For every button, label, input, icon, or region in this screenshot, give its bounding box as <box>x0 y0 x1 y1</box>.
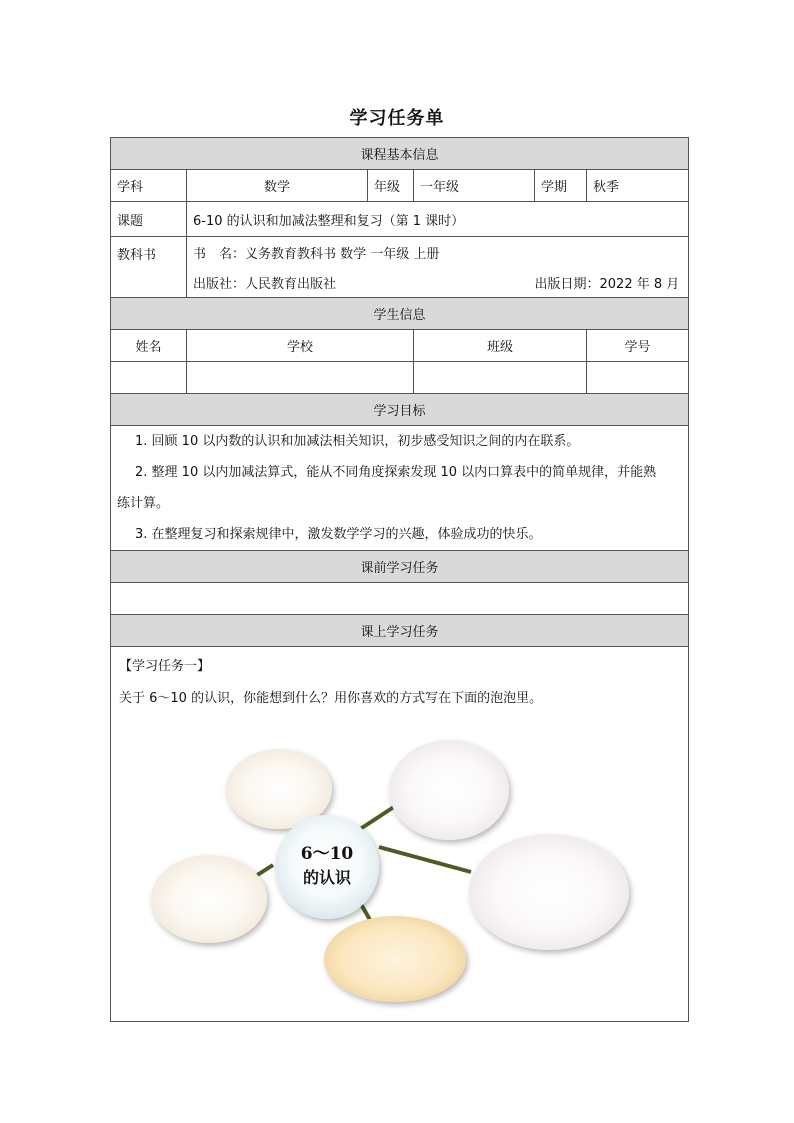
course-row-subject <box>111 170 689 202</box>
publisher: 出版社：人民教育出版社 <box>187 267 535 298</box>
pre-task-area[interactable] <box>111 583 689 615</box>
student-id-field[interactable] <box>587 362 689 394</box>
student-class-header: 班级 <box>414 330 587 362</box>
subject-label: 学科 <box>111 170 187 202</box>
class-task-row <box>111 647 689 1022</box>
class-task-area <box>111 647 689 1022</box>
grade-label: 年级 <box>368 170 414 202</box>
grade-value: 一年级 <box>414 170 535 202</box>
student-class-field[interactable] <box>414 362 587 394</box>
publish-date: 出版日期：2022 年 8 月 <box>535 267 689 298</box>
goals-row <box>111 426 689 551</box>
task-heading: 【学习任务一】 <box>119 659 211 674</box>
student-header-row <box>111 330 689 362</box>
section-pre-task <box>111 551 689 583</box>
section-student-info <box>111 298 689 330</box>
subject-value: 数学 <box>187 170 368 202</box>
bubble-top-right[interactable] <box>389 740 509 840</box>
student-input-row <box>111 362 689 394</box>
bubble-left[interactable] <box>151 855 267 943</box>
section-title: 课程基本信息 <box>111 138 689 170</box>
task-question: 关于 6～10 的认识，你能想到什么？用你喜欢的方式写在下面的泡泡里。 <box>119 691 543 706</box>
student-name-field[interactable] <box>111 362 187 394</box>
task-sheet-table <box>110 137 689 1022</box>
section-title: 学习目标 <box>111 394 689 426</box>
page-title: 学习任务单 <box>349 108 445 129</box>
section-title: 课上学习任务 <box>111 615 689 647</box>
student-id-header: 学号 <box>587 330 689 362</box>
topic-value: 6-10 的认识和加减法整理和复习（第 1 课时） <box>187 202 689 237</box>
textbook-name: 书 名：义务教育教科书 数学 一年级 上册 <box>187 237 689 268</box>
course-row-topic <box>111 202 689 237</box>
center-label-line1: 6～10 <box>300 844 354 864</box>
connector-line <box>379 847 471 872</box>
student-school-field[interactable] <box>187 362 414 394</box>
center-label-line2: 的认识 <box>302 868 352 887</box>
term-label: 学期 <box>535 170 587 202</box>
goal-item: 1. 回顾 10 以内数的认识和加减法相关知识，初步感受知识之间的内在联系。 <box>135 434 580 449</box>
course-row-textbook-name <box>111 237 689 268</box>
section-title: 学生信息 <box>111 298 689 330</box>
bubble-bottom[interactable] <box>324 916 466 1002</box>
section-class-task <box>111 615 689 647</box>
goals-list <box>111 426 689 551</box>
goal-item: 2. 整理 10 以内加减法算式，能从不同角度探索发现 10 以内口算表中的简单规律，并能熟 <box>135 465 657 480</box>
goal-item: 3. 在整理复习和探索规律中，激发数学学习的兴趣，体验成功的快乐。 <box>135 527 542 542</box>
term-value: 秋季 <box>587 170 689 202</box>
pre-task-row <box>111 583 689 615</box>
textbook-label: 教科书 <box>111 237 187 298</box>
student-school-header: 学校 <box>187 330 414 362</box>
center-bubble <box>275 815 379 919</box>
section-title: 课前学习任务 <box>111 551 689 583</box>
section-goals <box>111 394 689 426</box>
student-name-header: 姓名 <box>111 330 187 362</box>
bubble-right[interactable] <box>469 834 629 950</box>
goal-item-continued: 练计算。 <box>117 496 170 511</box>
section-course-info <box>111 138 689 170</box>
topic-label: 课题 <box>111 202 187 237</box>
course-row-textbook-pub <box>111 267 689 298</box>
